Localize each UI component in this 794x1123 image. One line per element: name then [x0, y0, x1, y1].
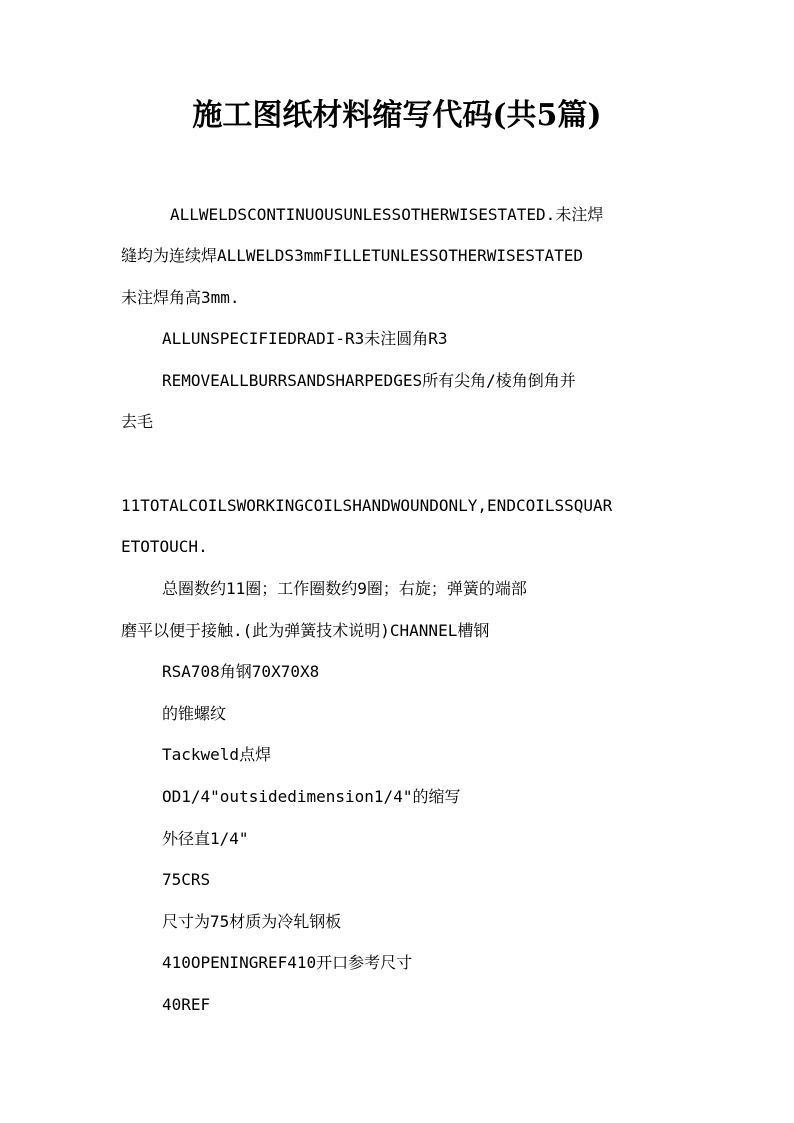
- text-line-coils: 11TOTALCOILSWORKINGCOILSHANDWOUNDONLY,ENDCOILSSQUAR: [121, 496, 613, 515]
- text-line-welds-continuous: ALLWELDSCONTINUOUSUNLESSOTHERWISESTATED.未注焊: [170, 205, 604, 224]
- text-line-outer-diameter: 外径直1/4": [162, 829, 249, 848]
- text-line-tackweld: Tackweld点焊: [162, 745, 272, 764]
- text-line-burrs: REMOVEALLBURRSANDSHARPEDGES所有尖角/棱角倒角并: [162, 371, 576, 390]
- text-line-od: OD1/4"outsidedimension1/4"的缩写: [162, 787, 461, 806]
- text-line-burrs-cont: 去毛: [121, 412, 154, 431]
- text-line-spring-note: 磨平以便于接触.(此为弹簧技术说明)CHANNEL槽钢: [121, 621, 490, 640]
- text-line-75crs: 75CRS: [162, 870, 211, 889]
- text-line-coils-cont: ETOTOUCH.: [121, 537, 208, 556]
- text-line-taper-thread: 的锥螺纹: [162, 704, 227, 723]
- text-line-radius: ALLUNSPECIFIEDRADI-R3未注圆角R3: [162, 329, 448, 348]
- text-line-angle-steel: RSA708角钢70X70X8: [162, 662, 320, 681]
- text-line-opening-ref: 410OPENINGREF410开口参考尺寸: [162, 953, 413, 972]
- text-line-cold-rolled: 尺寸为75材质为冷轧钢板: [162, 912, 342, 931]
- text-line-fillet-height: 未注焊角高3mm.: [121, 288, 240, 307]
- text-line-coil-count: 总圈数约11圈；工作圈数约9圈；右旋；弹簧的端部: [162, 579, 527, 598]
- text-line-welds-fillet: 缝均为连续焊ALLWELDS3mmFILLETUNLESSOTHERWISESTATED: [121, 246, 584, 265]
- text-line-40ref: 40REF: [162, 995, 211, 1014]
- document-title: 施工图纸材料缩写代码(共5篇): [192, 98, 602, 133]
